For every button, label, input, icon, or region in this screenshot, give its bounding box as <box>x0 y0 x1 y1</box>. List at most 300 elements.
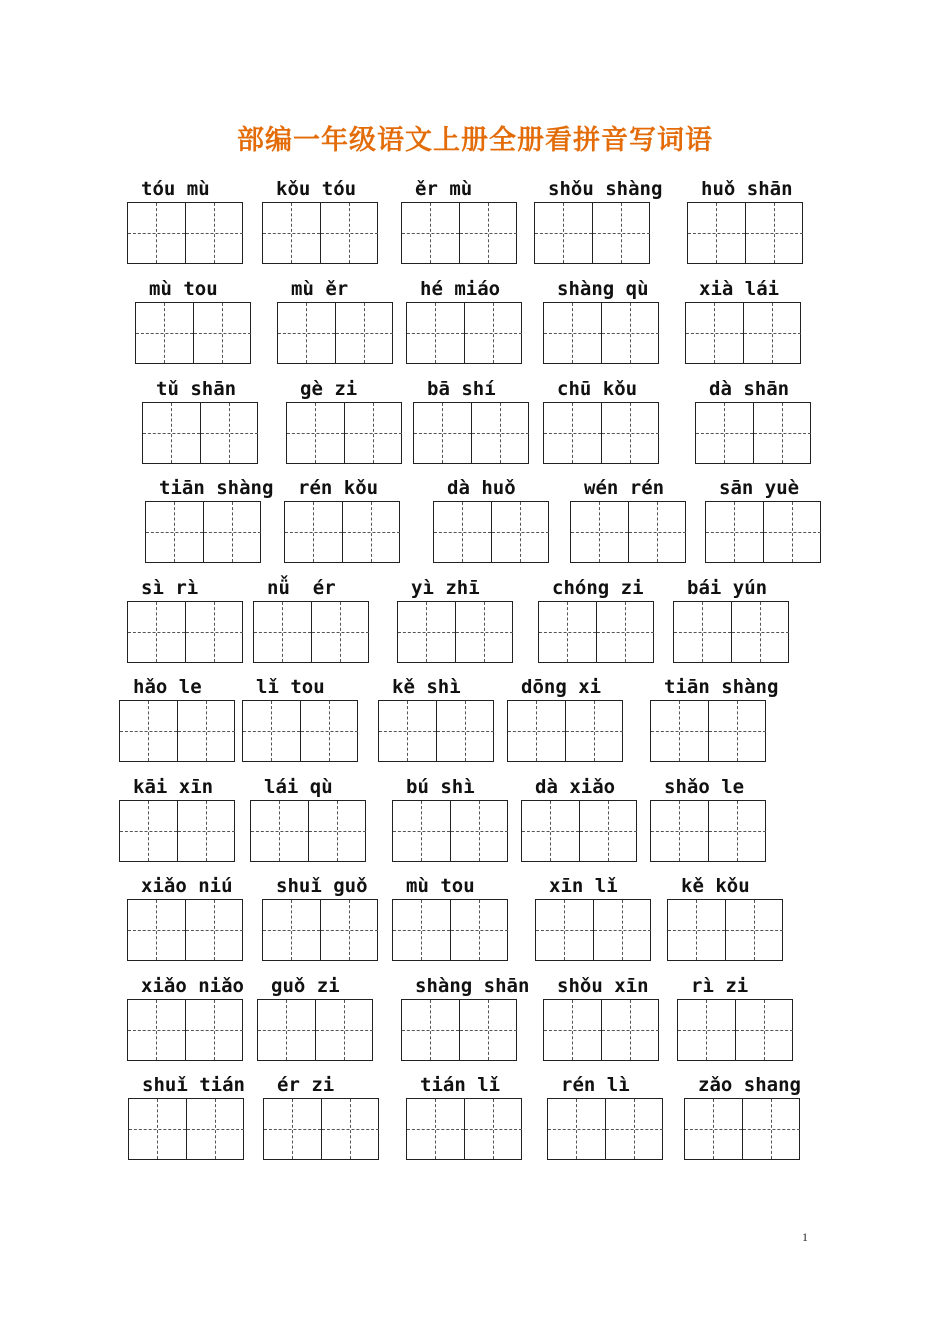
tianzi-grid[interactable] <box>145 501 261 563</box>
writing-cell[interactable] <box>668 900 726 960</box>
word-item <box>263 1074 383 1164</box>
pinyin-label: xià lái <box>699 278 780 300</box>
guide-line-horizontal <box>194 333 251 334</box>
pinyin-label: sān yuè <box>719 477 800 499</box>
word-item <box>119 776 239 866</box>
writing-cell[interactable] <box>434 502 492 562</box>
writing-cell[interactable] <box>129 1099 187 1159</box>
pinyin-label: xiǎo niǎo <box>141 975 244 997</box>
guide-line-horizontal <box>128 632 185 633</box>
tianzi-grid[interactable] <box>242 700 358 762</box>
tianzi-grid[interactable] <box>538 601 654 663</box>
tianzi-grid[interactable] <box>284 501 400 563</box>
guide-line-horizontal <box>120 731 177 732</box>
tianzi-grid[interactable] <box>257 999 373 1061</box>
guide-line-horizontal <box>393 930 450 931</box>
guide-line-horizontal <box>398 632 455 633</box>
word-item <box>119 676 239 766</box>
guide-line-horizontal <box>402 233 459 234</box>
guide-line-horizontal <box>668 930 725 931</box>
writing-cell[interactable] <box>743 1099 800 1159</box>
pinyin-label: kǒu tóu <box>276 178 357 200</box>
guide-line-horizontal <box>678 1030 735 1031</box>
tianzi-grid[interactable] <box>392 800 508 862</box>
guide-line-horizontal <box>696 433 753 434</box>
pinyin-label: dà xiǎo <box>535 776 616 798</box>
writing-cell[interactable] <box>379 701 437 761</box>
tianzi-grid[interactable] <box>534 202 650 264</box>
writing-cell[interactable] <box>263 203 321 263</box>
pinyin-label: hé miáo <box>420 278 501 300</box>
guide-line-horizontal <box>407 1129 464 1130</box>
guide-line-horizontal <box>186 632 243 633</box>
word-item <box>695 378 815 468</box>
guide-line-horizontal <box>128 930 185 931</box>
writing-cell[interactable] <box>746 203 803 263</box>
writing-cell[interactable] <box>402 203 460 263</box>
word-item <box>521 776 641 866</box>
writing-cell[interactable] <box>128 900 186 960</box>
tianzi-grid[interactable] <box>650 700 766 762</box>
word-item <box>538 577 658 667</box>
guide-line-horizontal <box>264 1129 321 1130</box>
tianzi-grid[interactable] <box>277 302 393 364</box>
tianzi-grid[interactable] <box>433 501 549 563</box>
guide-line-horizontal <box>414 433 471 434</box>
pinyin-label: rì zi <box>691 975 749 997</box>
pinyin-label: huǒ shān <box>701 178 793 200</box>
word-item <box>253 577 373 667</box>
pinyin-label: chóng zi <box>552 577 644 599</box>
writing-cell[interactable] <box>402 1000 460 1060</box>
writing-cell[interactable] <box>186 203 243 263</box>
tianzi-grid[interactable] <box>673 601 789 663</box>
word-item <box>392 875 512 965</box>
writing-cell[interactable] <box>407 1099 465 1159</box>
guide-line-horizontal <box>254 632 311 633</box>
writing-cell[interactable] <box>736 1000 793 1060</box>
tianzi-grid[interactable] <box>406 1098 522 1160</box>
word-item <box>242 676 362 766</box>
pinyin-label: shàng shān <box>415 975 530 997</box>
pinyin-label: bái yún <box>687 577 768 599</box>
writing-cell[interactable] <box>539 602 597 662</box>
pinyin-label: shàng qù <box>557 278 649 300</box>
writing-cell[interactable] <box>204 502 261 562</box>
tianzi-grid[interactable] <box>128 1098 244 1160</box>
pinyin-label: guǒ zi <box>271 975 340 997</box>
guide-line-horizontal <box>544 1030 601 1031</box>
guide-line-horizontal <box>764 532 821 533</box>
guide-line-horizontal <box>593 233 650 234</box>
pinyin-label: hǎo le <box>133 676 202 698</box>
writing-cell[interactable] <box>186 1000 243 1060</box>
guide-line-horizontal <box>544 433 601 434</box>
guide-line-horizontal <box>407 333 464 334</box>
guide-line-horizontal <box>597 632 654 633</box>
writing-cell[interactable] <box>178 801 235 861</box>
writing-cell[interactable] <box>465 1099 522 1159</box>
guide-line-horizontal <box>706 532 763 533</box>
writing-cell[interactable] <box>522 801 580 861</box>
guide-line-horizontal <box>186 930 243 931</box>
guide-line-horizontal <box>602 433 659 434</box>
pinyin-label: xīn lǐ <box>549 875 618 897</box>
guide-line-horizontal <box>343 532 400 533</box>
word-item <box>397 577 517 667</box>
word-item <box>535 875 655 965</box>
guide-line-horizontal <box>674 632 731 633</box>
word-item <box>401 975 530 1065</box>
word-item <box>127 975 247 1065</box>
pinyin-label: tǔ shān <box>156 378 237 400</box>
writing-cell[interactable] <box>263 900 321 960</box>
tianzi-grid[interactable] <box>535 899 651 961</box>
tianzi-grid[interactable] <box>547 1098 663 1160</box>
guide-line-horizontal <box>345 433 402 434</box>
guide-line-horizontal <box>178 731 235 732</box>
tianzi-grid[interactable] <box>262 899 378 961</box>
word-item <box>570 477 690 567</box>
word-item <box>677 975 797 1065</box>
tianzi-grid[interactable] <box>677 999 793 1061</box>
writing-cell[interactable] <box>566 701 623 761</box>
tianzi-grid[interactable] <box>695 402 811 464</box>
word-item <box>667 875 787 965</box>
pinyin-label: gè zi <box>300 378 358 400</box>
guide-line-horizontal <box>321 233 378 234</box>
pinyin-label: yì zhī <box>411 577 480 599</box>
writing-cell[interactable] <box>301 701 358 761</box>
tianzi-grid[interactable] <box>262 202 378 264</box>
word-item <box>378 676 498 766</box>
writing-cell[interactable] <box>544 303 602 363</box>
writing-cell[interactable] <box>254 602 312 662</box>
pinyin-label: tiān shàng <box>159 477 274 499</box>
writing-cell[interactable] <box>602 303 659 363</box>
writing-cell[interactable] <box>451 900 508 960</box>
pinyin-label: mù tou <box>406 875 475 897</box>
word-item <box>401 178 521 268</box>
word-item <box>406 278 526 368</box>
writing-cell[interactable] <box>492 502 549 562</box>
writing-cell[interactable] <box>186 602 243 662</box>
writing-cell[interactable] <box>726 900 783 960</box>
pinyin-label: kě kǒu <box>681 875 750 897</box>
writing-cell[interactable] <box>686 303 744 363</box>
tianzi-grid[interactable] <box>401 999 517 1061</box>
word-item <box>135 278 255 368</box>
tianzi-grid[interactable] <box>119 800 235 862</box>
writing-cell[interactable] <box>407 303 465 363</box>
tianzi-grid[interactable] <box>253 601 369 663</box>
writing-cell[interactable] <box>278 303 336 363</box>
pinyin-label: shuǐ tián <box>142 1074 245 1096</box>
writing-cell[interactable] <box>128 203 186 263</box>
guide-line-horizontal <box>465 333 522 334</box>
writing-cell[interactable] <box>709 801 766 861</box>
tianzi-grid[interactable] <box>392 899 508 961</box>
tianzi-grid[interactable] <box>685 302 801 364</box>
pinyin-label: kāi xīn <box>133 776 214 798</box>
writing-cell[interactable] <box>143 403 201 463</box>
writing-cell[interactable] <box>678 1000 736 1060</box>
writing-cell[interactable] <box>685 1099 743 1159</box>
writing-cell[interactable] <box>187 1099 244 1159</box>
word-item <box>257 975 377 1065</box>
guide-line-horizontal <box>651 731 708 732</box>
guide-line-horizontal <box>204 532 261 533</box>
writing-cell[interactable] <box>120 701 178 761</box>
word-item <box>277 278 397 368</box>
guide-line-horizontal <box>754 433 811 434</box>
word-item <box>534 178 663 268</box>
writing-cell[interactable] <box>251 801 309 861</box>
guide-line-horizontal <box>278 333 335 334</box>
pinyin-label: chū kǒu <box>557 378 638 400</box>
writing-cell[interactable] <box>544 403 602 463</box>
writing-cell[interactable] <box>258 1000 316 1060</box>
writing-cell[interactable] <box>465 303 522 363</box>
writing-cell[interactable] <box>336 303 393 363</box>
writing-cell[interactable] <box>345 403 402 463</box>
writing-cell[interactable] <box>393 801 451 861</box>
guide-line-horizontal <box>460 233 517 234</box>
page-number: 1 <box>802 1230 808 1244</box>
writing-cell[interactable] <box>451 801 508 861</box>
tianzi-grid[interactable] <box>250 800 366 862</box>
writing-cell[interactable] <box>309 801 366 861</box>
tianzi-grid[interactable] <box>406 302 522 364</box>
writing-cell[interactable] <box>629 502 686 562</box>
writing-cell[interactable] <box>437 701 494 761</box>
word-item <box>128 1074 248 1164</box>
writing-cell[interactable] <box>120 801 178 861</box>
tianzi-grid[interactable] <box>127 999 243 1061</box>
guide-line-horizontal <box>301 731 358 732</box>
writing-cell[interactable] <box>472 403 529 463</box>
guide-line-horizontal <box>548 1129 605 1130</box>
tianzi-grid[interactable] <box>650 800 766 862</box>
writing-cell[interactable] <box>186 900 243 960</box>
writing-cell[interactable] <box>688 203 746 263</box>
pinyin-label: tóu mù <box>141 178 210 200</box>
tianzi-grid[interactable] <box>135 302 251 364</box>
writing-cell[interactable] <box>287 403 345 463</box>
tianzi-grid[interactable] <box>687 202 803 264</box>
word-item <box>406 1074 526 1164</box>
guide-line-horizontal <box>243 731 300 732</box>
guide-line-horizontal <box>536 930 593 931</box>
guide-line-horizontal <box>146 532 203 533</box>
guide-line-horizontal <box>629 532 686 533</box>
pinyin-label: shuǐ guǒ <box>276 875 368 897</box>
guide-line-horizontal <box>580 831 637 832</box>
writing-cell[interactable] <box>456 602 513 662</box>
pinyin-label: lǐ tou <box>256 676 325 698</box>
guide-line-horizontal <box>744 333 801 334</box>
writing-cell[interactable] <box>393 900 451 960</box>
writing-cell[interactable] <box>146 502 204 562</box>
writing-cell[interactable] <box>178 701 235 761</box>
guide-line-horizontal <box>128 233 185 234</box>
guide-line-horizontal <box>186 1030 243 1031</box>
guide-line-horizontal <box>688 233 745 234</box>
tianzi-grid[interactable] <box>127 899 243 961</box>
guide-line-horizontal <box>258 1030 315 1031</box>
guide-line-horizontal <box>321 930 378 931</box>
writing-cell[interactable] <box>602 1000 659 1060</box>
word-item <box>705 477 825 567</box>
writing-cell[interactable] <box>744 303 801 363</box>
guide-line-horizontal <box>312 632 369 633</box>
writing-cell[interactable] <box>606 1099 663 1159</box>
writing-cell[interactable] <box>597 602 654 662</box>
writing-cell[interactable] <box>321 900 378 960</box>
guide-line-horizontal <box>460 1030 517 1031</box>
pinyin-label: dà shān <box>709 378 790 400</box>
writing-cell[interactable] <box>674 602 732 662</box>
pinyin-label: nǚ ér <box>267 577 336 599</box>
writing-cell[interactable] <box>732 602 789 662</box>
tianzi-grid[interactable] <box>378 700 494 762</box>
writing-cell[interactable] <box>754 403 811 463</box>
pinyin-label: bā shí <box>427 378 496 400</box>
guide-line-horizontal <box>287 433 344 434</box>
guide-line-horizontal <box>434 532 491 533</box>
pinyin-label: shǎo le <box>664 776 745 798</box>
tianzi-grid[interactable] <box>667 899 783 961</box>
writing-cell[interactable] <box>602 403 659 463</box>
guide-line-horizontal <box>143 433 200 434</box>
guide-line-horizontal <box>465 1129 522 1130</box>
writing-cell[interactable] <box>709 701 766 761</box>
word-item <box>413 378 533 468</box>
guide-line-horizontal <box>544 333 601 334</box>
word-item <box>507 676 627 766</box>
writing-cell[interactable] <box>285 502 343 562</box>
guide-line-horizontal <box>285 532 342 533</box>
writing-cell[interactable] <box>594 900 651 960</box>
guide-line-horizontal <box>263 233 320 234</box>
writing-cell[interactable] <box>571 502 629 562</box>
writing-cell[interactable] <box>508 701 566 761</box>
word-item <box>286 378 406 468</box>
pinyin-label: zǎo shang <box>698 1074 801 1096</box>
writing-cell[interactable] <box>651 801 709 861</box>
tianzi-grid[interactable] <box>263 1098 379 1160</box>
pinyin-label: dà huǒ <box>447 477 516 499</box>
writing-cell[interactable] <box>460 1000 517 1060</box>
writing-cell[interactable] <box>593 203 650 263</box>
writing-cell[interactable] <box>460 203 517 263</box>
pinyin-label: mù tou <box>149 278 218 300</box>
tianzi-grid[interactable] <box>705 501 821 563</box>
writing-cell[interactable] <box>544 1000 602 1060</box>
tianzi-grid[interactable] <box>543 402 659 464</box>
tianzi-grid[interactable] <box>543 999 659 1061</box>
tianzi-grid[interactable] <box>401 202 517 264</box>
writing-cell[interactable] <box>580 801 637 861</box>
writing-cell[interactable] <box>536 900 594 960</box>
writing-cell[interactable] <box>696 403 754 463</box>
guide-line-horizontal <box>186 233 243 234</box>
writing-cell[interactable] <box>128 1000 186 1060</box>
guide-line-horizontal <box>128 1030 185 1031</box>
page-title: 部编一年级语文上册全册看拼音写词语 <box>237 125 713 156</box>
writing-cell[interactable] <box>194 303 251 363</box>
pinyin-label: wén rén <box>584 477 665 499</box>
writing-cell[interactable] <box>398 602 456 662</box>
writing-cell[interactable] <box>535 203 593 263</box>
pinyin-label: mù ěr <box>291 278 349 300</box>
guide-line-horizontal <box>263 930 320 931</box>
tianzi-grid[interactable] <box>119 700 235 762</box>
guide-line-horizontal <box>651 831 708 832</box>
pinyin-label: shǒu shàng <box>548 178 663 200</box>
pinyin-label: rén lì <box>561 1074 630 1096</box>
tianzi-grid[interactable] <box>142 402 258 464</box>
tianzi-grid[interactable] <box>521 800 637 862</box>
guide-line-horizontal <box>602 333 659 334</box>
writing-cell[interactable] <box>414 403 472 463</box>
writing-cell[interactable] <box>316 1000 373 1060</box>
word-item <box>433 477 553 567</box>
guide-line-horizontal <box>732 632 789 633</box>
pinyin-label: lái qù <box>264 776 333 798</box>
writing-cell[interactable] <box>264 1099 322 1159</box>
word-item <box>650 776 770 866</box>
word-item <box>127 577 247 667</box>
writing-cell[interactable] <box>548 1099 606 1159</box>
writing-cell[interactable] <box>322 1099 379 1159</box>
writing-cell[interactable] <box>243 701 301 761</box>
writing-cell[interactable] <box>201 403 258 463</box>
pinyin-label: tián lǐ <box>420 1074 501 1096</box>
writing-cell[interactable] <box>136 303 194 363</box>
guide-line-horizontal <box>322 1129 379 1130</box>
pinyin-label: sì rì <box>141 577 199 599</box>
tianzi-grid[interactable] <box>570 501 686 563</box>
writing-cell[interactable] <box>128 602 186 662</box>
writing-cell[interactable] <box>343 502 400 562</box>
writing-cell[interactable] <box>321 203 378 263</box>
tianzi-grid[interactable] <box>397 601 513 663</box>
tianzi-grid[interactable] <box>127 202 243 264</box>
guide-line-horizontal <box>379 731 436 732</box>
tianzi-grid[interactable] <box>543 302 659 364</box>
guide-line-horizontal <box>594 930 651 931</box>
tianzi-grid[interactable] <box>684 1098 800 1160</box>
guide-line-horizontal <box>508 731 565 732</box>
tianzi-grid[interactable] <box>507 700 623 762</box>
word-item <box>127 178 247 268</box>
guide-line-horizontal <box>685 1129 742 1130</box>
guide-line-horizontal <box>571 532 628 533</box>
tianzi-grid[interactable] <box>413 402 529 464</box>
word-item <box>687 178 807 268</box>
guide-line-horizontal <box>746 233 803 234</box>
writing-cell[interactable] <box>312 602 369 662</box>
writing-cell[interactable] <box>764 502 821 562</box>
guide-line-horizontal <box>402 1030 459 1031</box>
tianzi-grid[interactable] <box>286 402 402 464</box>
guide-line-horizontal <box>606 1129 663 1130</box>
writing-cell[interactable] <box>706 502 764 562</box>
writing-cell[interactable] <box>651 701 709 761</box>
word-item <box>127 875 247 965</box>
tianzi-grid[interactable] <box>127 601 243 663</box>
